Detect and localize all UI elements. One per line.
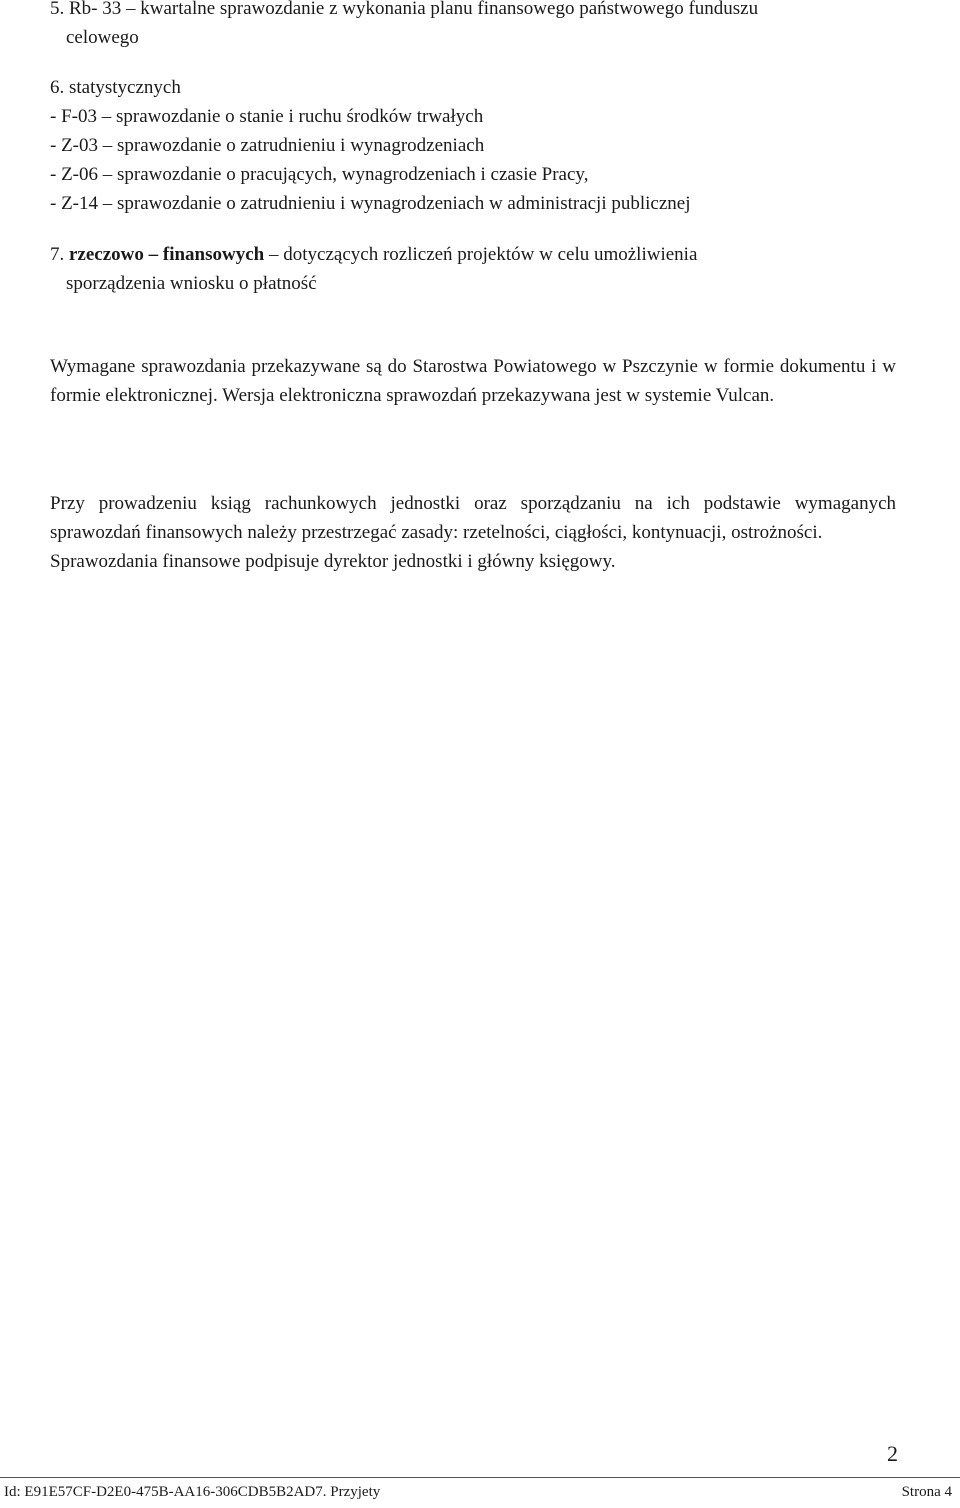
section-6-heading: 6. statystycznych [50,77,181,98]
paragraph-accounting [50,489,896,576]
section-7-line-1 [50,240,896,269]
page-number: 2 [887,1441,898,1466]
section-7-rest: – dotyczących rozliczeń projektów w celu umożliwienia [264,244,698,265]
section-5-line-2: celowego [66,27,139,48]
footer-divider [0,1477,960,1478]
section-6-item-4: - Z-14 – sprawozdanie o zatrudnieniu i wynagrodzeniach w administracji publicznej [50,193,691,214]
footer-document-id: Id: E91E57CF-D2E0-475B-AA16-306CDB5B2AD7. Przyjety [4,1484,381,1500]
paragraph-reporting: Wymagane sprawozdania przekazywane są do Starostwa Powiatowego w Pszczynie w formie dokumentu i w formie elektronicznej. Wersja elektroniczna sprawozdań przekazywana jest w systemie Vulcan. [50,356,896,406]
section-7-line-2: sporządzenia wniosku o płatność [66,273,317,294]
section-7-bold-title: rzeczowo – finansowych [69,244,265,265]
section-6-item-3: - Z-06 – sprawozdanie o pracujących, wynagrodzeniach i czasie Pracy, [50,164,589,185]
footer-page-label: Strona 4 [901,1484,952,1500]
section-5 [50,0,896,52]
section-6-item-2: - Z-03 – sprawozdanie o zatrudnieniu i wynagrodzeniach [50,135,485,156]
section-6-item-1: - F-03 – sprawozdanie o stanie i ruchu środków trwałych [50,106,484,127]
paragraph-accounting-body: Przy prowadzeniu ksiąg rachunkowych jednostki oraz sporządzaniu na ich podstawie wymaganych sprawozdań finansowych należy przestrzegać zasady: rzetelności, ciągłości, kontynuacji, ostrożności. [50,493,896,543]
paragraph-signature: Sprawozdania finansowe podpisuje dyrektor jednostki i główny księgowy. [50,551,616,572]
section-7 [50,240,896,298]
section-6 [50,73,896,218]
section-7-number: 7. [50,244,65,265]
section-5-line-1: 5. Rb- 33 – kwartalne sprawozdanie z wykonania planu finansowego państwowego funduszu [50,0,759,19]
